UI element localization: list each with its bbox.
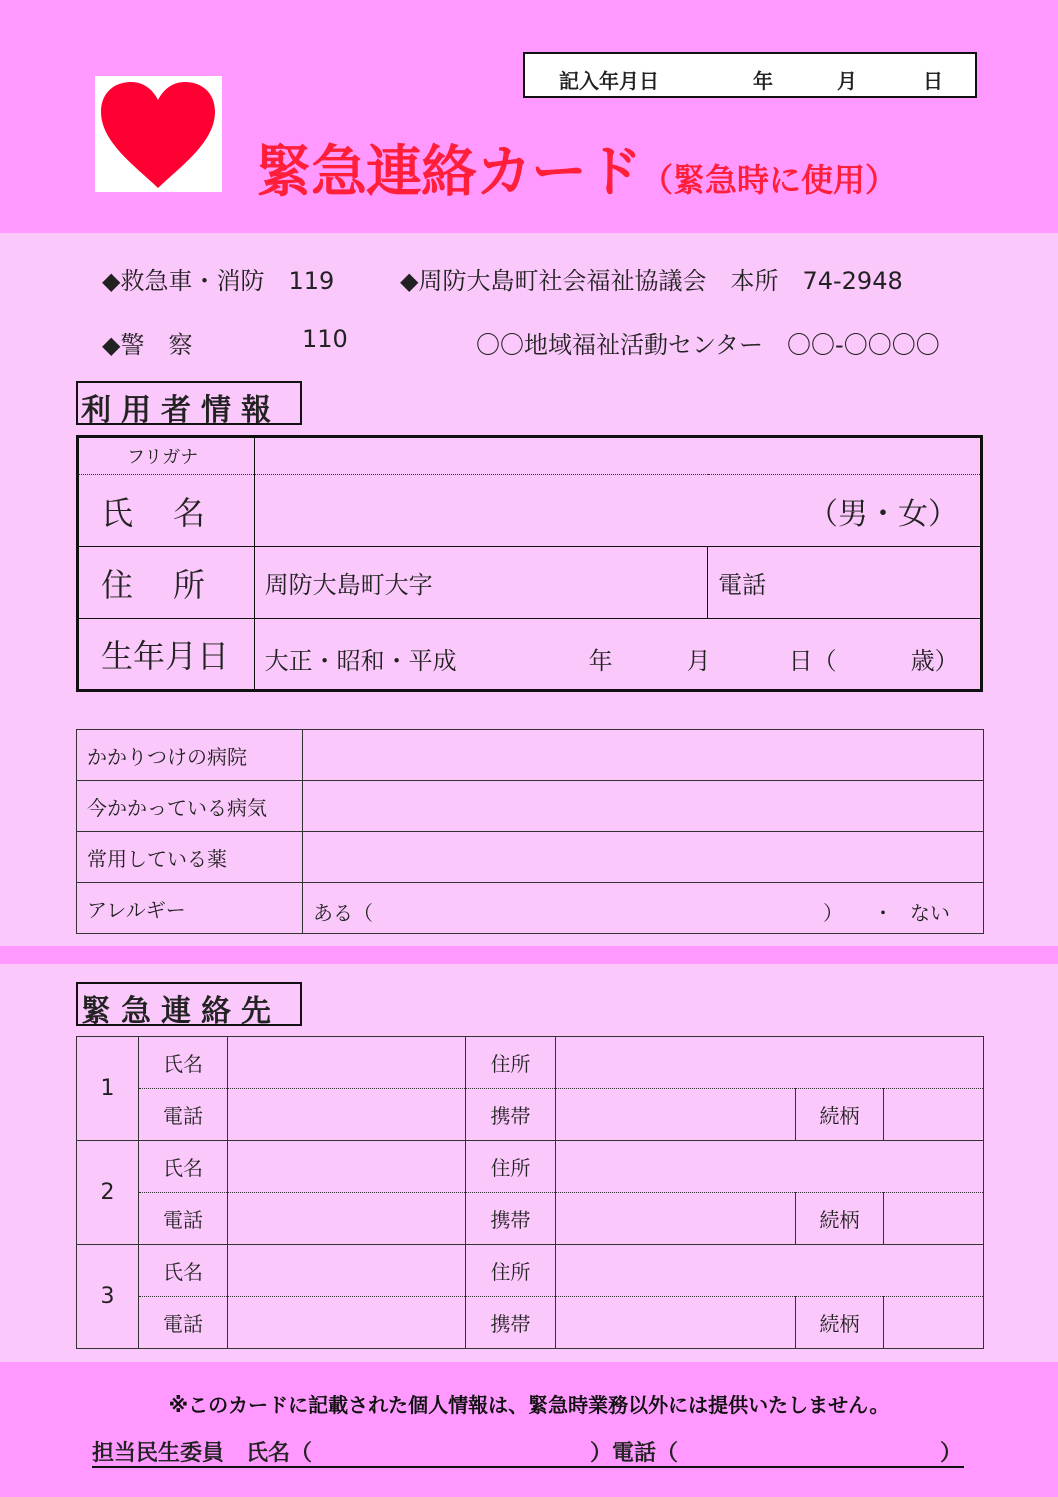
birthdate-field[interactable] — [254, 619, 981, 691]
heart-logo — [95, 76, 222, 192]
emergency-contacts-table — [76, 1036, 984, 1349]
contact-mobile-label: 携帯 — [466, 1193, 556, 1245]
contact-name-label: 氏名 — [139, 1141, 228, 1193]
local-center-number: 〇〇地域福祉活動センター 〇〇-〇〇〇〇 — [476, 331, 940, 359]
allergy-no-choice[interactable]: ない — [910, 901, 950, 925]
birthdate-row — [78, 619, 982, 691]
allergy-field[interactable] — [303, 883, 984, 934]
contact-2-phone-row — [77, 1193, 984, 1245]
contact-address-field[interactable] — [556, 1245, 984, 1297]
contact-mobile-field[interactable] — [556, 1089, 796, 1141]
ambulance-fire-number: ◆救急車・消防 119 — [102, 267, 335, 295]
entry-date-box[interactable] — [523, 52, 977, 98]
hospital-label: かかりつけの病院 — [77, 730, 303, 781]
allergy-close-paren: ） — [823, 901, 843, 925]
contact-address-label: 住所 — [466, 1141, 556, 1193]
address-label: 住所 — [78, 547, 255, 619]
gender-choice[interactable]: （男・女） — [808, 496, 958, 532]
address-row — [78, 547, 982, 619]
contact-relation-label: 続柄 — [796, 1089, 884, 1141]
contact-name-field[interactable] — [228, 1141, 466, 1193]
contact-number: 3 — [77, 1245, 139, 1349]
medication-row — [77, 832, 984, 883]
card-title — [256, 128, 897, 208]
contact-relation-field[interactable] — [884, 1297, 984, 1349]
contact-name-label: 氏名 — [139, 1245, 228, 1297]
police-number: 110 — [302, 325, 348, 353]
council-main-number: ◆周防大島町社会福祉協議会 本所 74-2948 — [400, 267, 903, 295]
birth-year-label: 年 — [588, 647, 613, 675]
contact-address-field[interactable] — [556, 1037, 984, 1089]
contact-name-field[interactable] — [228, 1037, 466, 1089]
name-field[interactable] — [254, 475, 981, 547]
user-info-heading: 利用者情報 — [76, 381, 302, 425]
divider-band — [0, 946, 1058, 964]
contact-number: 2 — [77, 1141, 139, 1245]
commissioner-phone-label: ）電話（ — [590, 1441, 679, 1466]
welfare-commissioner-line[interactable] — [92, 1432, 964, 1468]
birth-day-label: 日（ — [788, 647, 837, 675]
commissioner-name-label: 担当民生委員 氏名（ — [92, 1441, 313, 1466]
footer-band — [0, 1362, 1058, 1497]
commissioner-close-paren: ） — [940, 1441, 963, 1466]
contact-relation-label: 続柄 — [796, 1297, 884, 1349]
contact-mobile-field[interactable] — [556, 1193, 796, 1245]
contact-mobile-label: 携帯 — [466, 1297, 556, 1349]
entry-year-label: 年 — [753, 69, 773, 93]
furigana-label: フリガナ — [78, 437, 255, 475]
hospital-row — [77, 730, 984, 781]
contact-3-phone-row — [77, 1297, 984, 1349]
allergy-separator: ・ — [873, 901, 893, 925]
police-label: ◆警 察 — [102, 331, 193, 359]
contact-address-label: 住所 — [466, 1245, 556, 1297]
furigana-field[interactable] — [254, 437, 981, 475]
age-label: 歳） — [910, 647, 959, 675]
era-choice[interactable]: 大正・昭和・平成 — [264, 647, 457, 675]
contact-phone-field[interactable] — [228, 1193, 466, 1245]
contact-relation-field[interactable] — [884, 1089, 984, 1141]
address-field[interactable]: 周防大島町大字 — [254, 547, 708, 619]
contact-mobile-field[interactable] — [556, 1297, 796, 1349]
illness-field[interactable] — [303, 781, 984, 832]
contact-name-field[interactable] — [228, 1245, 466, 1297]
medication-field[interactable] — [303, 832, 984, 883]
contact-phone-field[interactable] — [228, 1297, 466, 1349]
contact-phone-label: 電話 — [139, 1193, 228, 1245]
allergy-yes-choice[interactable]: ある（ — [313, 901, 373, 925]
name-label: 氏名 — [78, 475, 255, 547]
card-title-main: 緊急連絡カード — [256, 140, 641, 205]
contact-number: 1 — [77, 1037, 139, 1141]
contact-mobile-label: 携帯 — [466, 1089, 556, 1141]
entry-month-label: 月 — [837, 69, 857, 93]
phone-field[interactable] — [708, 547, 982, 619]
medication-label: 常用している薬 — [77, 832, 303, 883]
allergy-row — [77, 883, 984, 934]
illness-label: 今かかっている病気 — [77, 781, 303, 832]
user-info-table — [76, 435, 983, 692]
name-row — [78, 475, 982, 547]
entry-day-label: 日 — [923, 69, 943, 93]
card-title-sub: （緊急時に使用） — [641, 161, 898, 199]
contact-3-name-row — [77, 1245, 984, 1297]
birth-month-label: 月 — [686, 647, 711, 675]
contact-phone-label: 電話 — [139, 1089, 228, 1141]
privacy-note: ※このカードに記載された個人情報は、緊急時業務以外には提供いたしません。 — [168, 1393, 890, 1417]
contact-relation-field[interactable] — [884, 1193, 984, 1245]
furigana-row — [78, 437, 982, 475]
birthdate-label: 生年月日 — [78, 619, 255, 691]
contact-phone-field[interactable] — [228, 1089, 466, 1141]
illness-row — [77, 781, 984, 832]
hospital-field[interactable] — [303, 730, 984, 781]
contact-1-phone-row — [77, 1089, 984, 1141]
contact-address-field[interactable] — [556, 1141, 984, 1193]
contact-address-label: 住所 — [466, 1037, 556, 1089]
medical-info-table — [76, 729, 984, 934]
allergy-label: アレルギー — [77, 883, 303, 934]
contact-phone-label: 電話 — [139, 1297, 228, 1349]
contact-relation-label: 続柄 — [796, 1193, 884, 1245]
contact-name-label: 氏名 — [139, 1037, 228, 1089]
heart-icon — [95, 76, 222, 192]
phone-label: 電話 — [718, 571, 767, 599]
contact-2-name-row — [77, 1141, 984, 1193]
entry-date-label: 記入年月日 — [559, 69, 659, 93]
emergency-contacts-heading: 緊急連絡先 — [76, 982, 302, 1026]
contact-1-name-row — [77, 1037, 984, 1089]
